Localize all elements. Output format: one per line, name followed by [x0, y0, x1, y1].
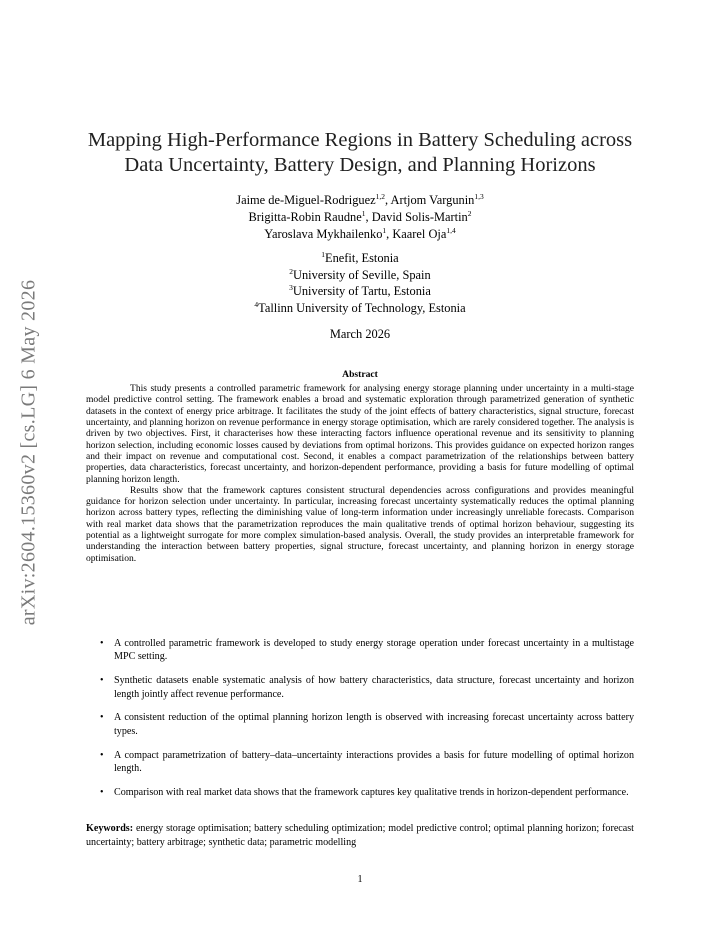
affiliation — [86, 250, 634, 267]
paper-title — [86, 128, 634, 178]
affiliation-name: University of Seville, Spain — [293, 267, 431, 282]
abstract-paragraph: This study presents a controlled parametric framework for analysing energy storage planning under uncertainty in a multi-stage model predictive control setting. The framework enables a broad and systematic exploration through parametrized generation of synthetic datasets in the context of energy price arbitrage. It facilitates the study of the joint effects of battery characteristics, signal structure, forecast uncertainty, and planning horizon on revenue performance in energy storage optimisation, which are rarely considered together. The analysis is driven by two objectives. First, it characterises how these interacting factors influence operational revenue and its sensitivity to planning horizon selection, including economic losses caused by deviations from optimal horizons. This provides guidance on expected horizon ranges and their impact on revenue and computational cost. Second, it enables a compact parametrization of the relationships between battery properties, data characteristics, forecast uncertainty, and horizon-dependent performance, providing a basis for future modelling of optimal planning horizon length. — [86, 383, 634, 485]
affiliation-name: Tallinn University of Technology, Estonia — [258, 300, 466, 315]
keywords — [86, 822, 634, 849]
affiliation-mark: 4 — [254, 299, 259, 309]
keywords-text: energy storage optimisation; battery scheduling optimization; model predictive control; optimal planning horizon; forecast uncertainty; battery arbitrage; synthetic data; parametric modelling — [86, 823, 634, 848]
highlight-item — [100, 637, 634, 664]
author-list — [86, 192, 634, 243]
author-line-1 — [86, 192, 634, 209]
highlight-item — [100, 786, 634, 799]
title-line-2: Data Uncertainty, Battery Design, and Planning Horizons — [124, 154, 596, 176]
author-name: Brigitta-Robin Raudne — [248, 210, 362, 224]
bullet-icon: • — [100, 749, 104, 761]
abstract — [86, 383, 634, 564]
highlight-item — [100, 674, 634, 701]
author-affiliation-mark: 2 — [467, 209, 472, 218]
affiliation-list — [86, 250, 634, 316]
author-separator: , — [384, 193, 391, 207]
highlight-text: A compact parametrization of battery–data–uncertainty interactions provides a basis for future modelling of optimal horizon length. — [114, 749, 634, 775]
keywords-label: Keywords: — [86, 823, 134, 834]
highlight-item — [100, 749, 634, 776]
highlight-text: Comparison with real market data shows that the framework captures key qualitative trends in horizon-dependent performance. — [114, 786, 629, 798]
author-affiliation-mark: 1 — [361, 209, 366, 218]
author-name: Kaarel Oja — [392, 227, 447, 241]
publication-date: March 2026 — [329, 327, 391, 341]
affiliation-mark: 3 — [289, 283, 293, 292]
highlight-text: A controlled parametric framework is developed to study energy storage operation under forecast uncertainty in a multistage MPC setting. — [114, 638, 634, 663]
affiliation — [86, 283, 634, 300]
author-separator: , — [386, 227, 393, 241]
author-name: Jaime de-Miguel-Rodriguez — [236, 193, 376, 207]
bullet-icon: • — [100, 675, 104, 687]
arxiv-identifier — [12, 262, 46, 642]
author-affiliation-mark: 1 — [382, 226, 387, 235]
highlight-text: A consistent reduction of the optimal planning horizon length is observed with increasing forecast uncertainty across battery types. — [114, 712, 634, 737]
bullet-icon: • — [100, 786, 104, 798]
author-affiliation-mark: 1,3 — [474, 192, 484, 201]
affiliation-name: University of Tartu, Estonia — [292, 284, 431, 298]
author-affiliation-mark: 1,4 — [446, 226, 456, 235]
author-name: Artjom Vargunin — [390, 193, 475, 207]
author-name: David Solis-Martin — [371, 210, 468, 224]
arxiv-identifier-text: arXiv:2604.15360v2 [cs.LG] 6 May 2026 — [17, 279, 40, 625]
affiliation-mark: 2 — [289, 266, 294, 276]
abstract-heading: Abstract — [342, 369, 378, 380]
bullet-icon: • — [100, 712, 104, 724]
highlights-list — [100, 637, 634, 810]
affiliation-name: Enefit, Estonia — [325, 251, 399, 265]
author-line-3 — [86, 226, 634, 243]
author-affiliation-mark: 1,2 — [375, 192, 385, 201]
author-line-2 — [86, 209, 634, 226]
page-number: 1 — [357, 874, 363, 885]
highlight-item — [100, 711, 634, 738]
affiliation — [86, 267, 634, 284]
affiliation-mark: 1 — [321, 250, 326, 259]
affiliation — [86, 300, 634, 317]
author-name: Yaroslava Mykhailenko — [264, 227, 383, 241]
highlight-text: Synthetic datasets enable systematic analysis of how battery characteristics, data structure, forecast uncertainty and horizon length jointly affect revenue performance. — [114, 675, 634, 700]
title-line-1: Mapping High-Performance Regions in Battery Scheduling across — [87, 129, 633, 151]
abstract-paragraph: Results show that the framework captures consistent structural dependencies across configurations and provides meaningful guidance for horizon selection under uncertainty. In particular, increasing forecast uncertainty systematically reduces the optimal planning horizon across battery types, reflecting the diminishing value of long-term information under increasingly unreliable forecasts. Comparison with real market data shows that the parametrization reproduces the main qualitative trends of optimal horizon behaviour, suggesting its potential as a lightweight surrogate for more complex simulation-based analysis. Overall, the study provides an interpretable framework for understanding the interaction between battery properties, signal structure, forecast uncertainty, and planning horizon in energy storage optimisation. — [86, 484, 634, 564]
bullet-icon: • — [100, 638, 104, 649]
author-separator: , — [365, 210, 372, 224]
